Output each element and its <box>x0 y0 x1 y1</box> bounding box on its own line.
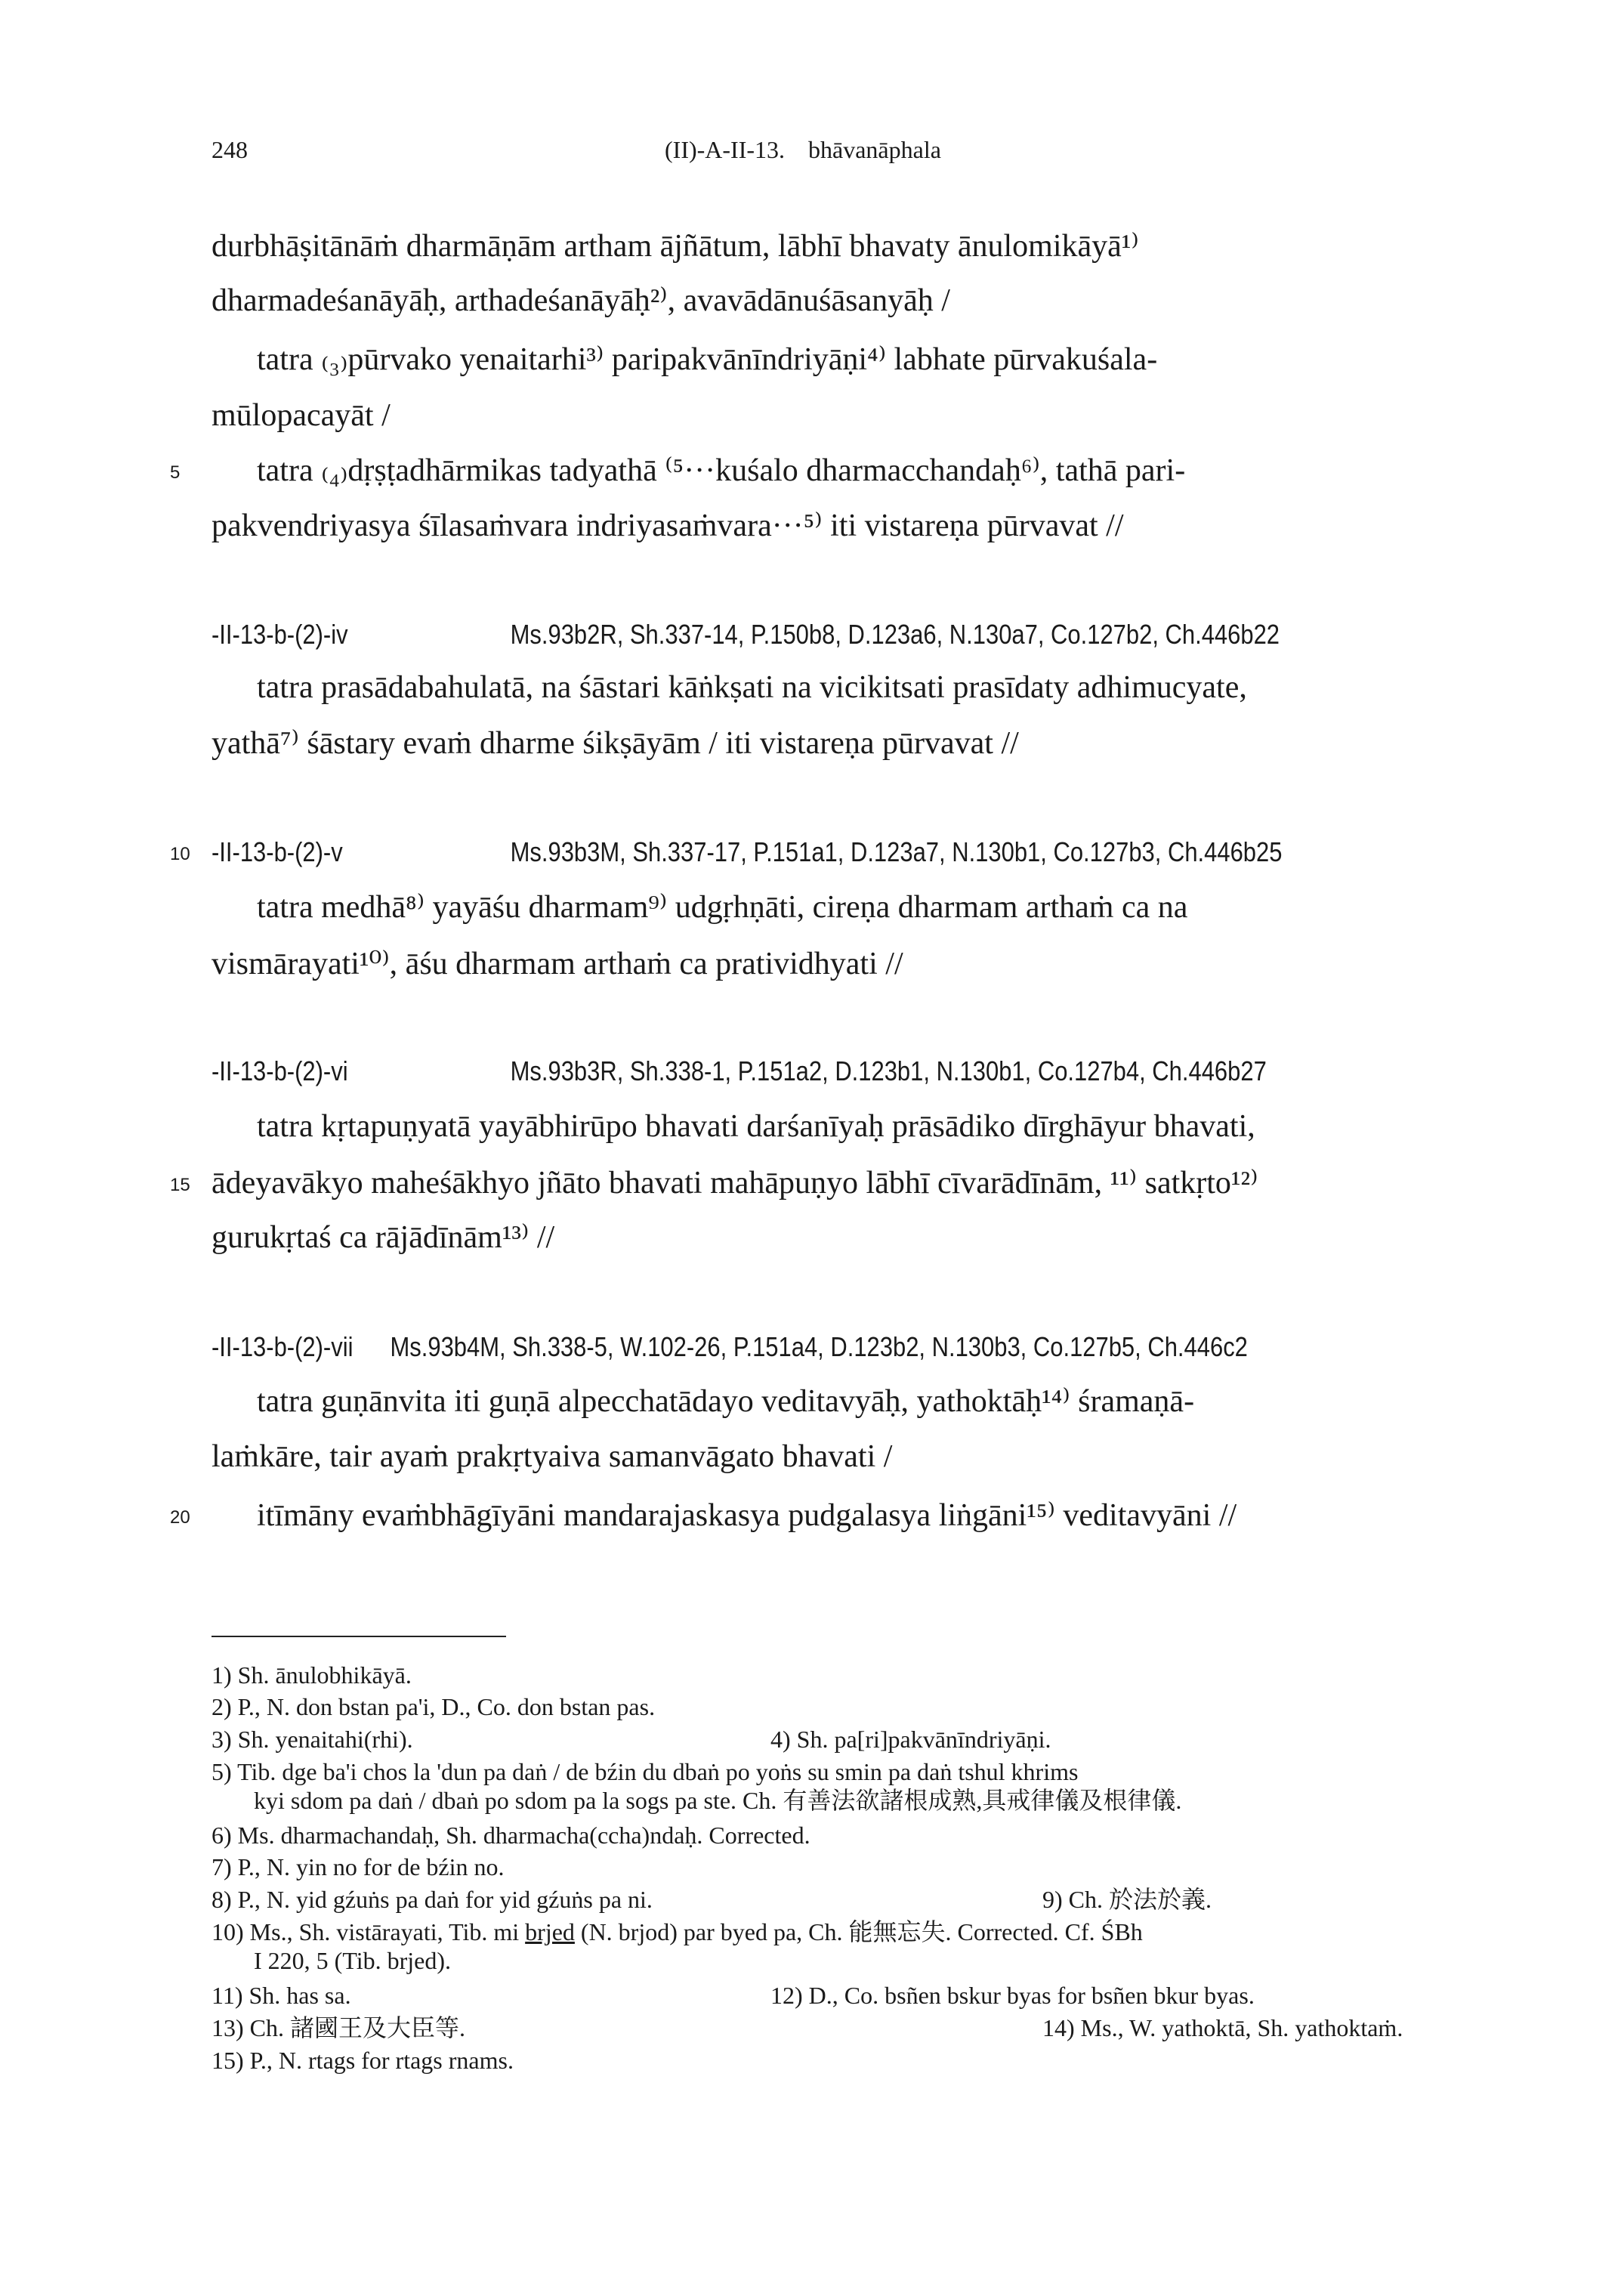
section-number: (II)-A-II-13. <box>665 136 786 163</box>
text-line: tatra prasādabahulatā, na śāstari kāṅkṣati na vicikitsati prasīdaty adhimucyate, <box>257 670 1247 705</box>
text-line: mūlopacayāt / <box>211 398 391 433</box>
heading-refs: Ms.93b3M, Sh.337-17, P.151a1, D.123a7, N.130b1, Co.127b3, Ch.446b25 <box>510 836 1283 867</box>
section-heading <box>211 1326 1290 1368</box>
text-line: gurukṛtaś ca rājādīnām¹³⁾ // <box>211 1220 555 1255</box>
footnote: 9) Ch. 於法於義. <box>1042 1886 1212 1913</box>
section-title: bhāvanāphala <box>808 136 941 163</box>
footnote: 14) Ms., W. yathoktā, Sh. yathoktaṁ. <box>1042 2014 1403 2041</box>
footnote-text: (N. brjod) par byed pa, Ch. 能無忘失. Corrected. Cf. ŚBh <box>580 1918 1143 1945</box>
text-line: pakvendriyasya śīlasaṁvara indriyasaṁvara···⁵⁾ iti vistareṇa pūrvavat // <box>211 508 1124 543</box>
text-line: dharmadeśanāyāḥ, arthadeśanāyāḥ²⁾, avavādānuśāsanyāḥ / <box>211 283 950 318</box>
footnote: 7) P., N. yin no for de bźin no. <box>211 1853 505 1880</box>
footnote: 5) Tib. dge ba'i chos la 'dun pa daṅ / de bźin du dbaṅ po yoṅs su smin pa daṅ tshul khrims <box>211 1758 1079 1785</box>
heading-refs: Ms.93b3R, Sh.338-1, P.151a2, D.123b1, N.130b1, Co.127b4, Ch.446b27 <box>510 1055 1267 1086</box>
heading-id: -II-13-b-(2)-iv <box>211 619 348 650</box>
text-line: ādeyavākyo maheśākhyo jñāto bhavati mahāpuṇyo lābhī cīvarādīnām, ¹¹⁾ satkṛto¹²⁾ <box>211 1166 1258 1201</box>
heading-refs: Ms.93b2R, Sh.337-14, P.150b8, D.123a6, N.130a7, Co.127b2, Ch.446b22 <box>510 619 1280 650</box>
footnote: 15) P., N. rtags for rtags rnams. <box>211 2047 514 2074</box>
footnote: 6) Ms. dharmachandaḥ, Sh. dharmacha(ccha)ndaḥ. Corrected. <box>211 1822 810 1849</box>
text-line: tatra kṛtapuṇyatā yayābhirūpo bhavati darśanīyaḥ prāsādiko dīrghāyur bhavati, <box>257 1109 1255 1144</box>
line-number: 15 <box>170 1175 190 1195</box>
line-number: 5 <box>170 462 181 483</box>
footnote <box>211 1917 1143 1946</box>
footnote: 4) Sh. pa[ri]pakvānīndriyāṇi. <box>770 1726 1051 1753</box>
text-line: yathā⁷⁾ śāstary evaṁ dharme śikṣāyām / iti vistareṇa pūrvavat // <box>211 726 1019 761</box>
footnote: 13) Ch. 諸國王及大臣等. <box>211 2014 466 2041</box>
text-line: tatra ₍₃₎pūrvako yenaitarhi³⁾ paripakvānīndriyāṇi⁴⁾ labhate pūrvakuśala- <box>257 342 1158 377</box>
running-header <box>211 136 1420 174</box>
footnote: 11) Sh. has sa. <box>211 1982 351 2009</box>
footnote: 2) P., N. don bstan pa'i, D., Co. don bstan pas. <box>211 1693 656 1720</box>
underlined-word: brjed <box>525 1918 575 1945</box>
section-heading <box>211 613 1290 656</box>
text-line: laṁkāre, tair ayaṁ prakṛtyaiva samanvāgato bhavati / <box>211 1439 893 1474</box>
footnote-continuation: I 220, 5 (Tib. brjed). <box>254 1947 452 1974</box>
text-line: vismārayati¹⁰⁾, āśu dharmam arthaṁ ca pratividhyati // <box>211 947 903 981</box>
page-number: 248 <box>211 136 248 163</box>
heading-refs: Ms.93b4M, Sh.338-5, W.102-26, P.151a4, D.123b2, N.130b3, Co.127b5, Ch.446c2 <box>390 1331 1248 1362</box>
footnote-text: 10) Ms., Sh. vistārayati, Tib. mi <box>211 1918 520 1945</box>
section-heading <box>211 831 1290 873</box>
text-line: durbhāṣitānāṁ dharmāṇām artham ājñātum, lābhī bhavaty ānulomikāyā¹⁾ <box>211 229 1139 264</box>
footnote: 3) Sh. yenaitahi(rhi). <box>211 1726 413 1753</box>
heading-id: -II-13-b-(2)-vi <box>211 1055 348 1086</box>
footnote: 8) P., N. yid gźuṅs pa daṅ for yid gźuṅs pa ni. <box>211 1886 653 1913</box>
footnote: 12) D., Co. bsñen bskur byas for bsñen bkur byas. <box>770 1982 1255 2009</box>
footnote-continuation: kyi sdom pa daṅ / dbaṅ po sdom pa la sogs pa ste. Ch. 有善法欲諸根成熟,具戒律儀及根律儀. <box>254 1787 1182 1814</box>
text-line: tatra medhā⁸⁾ yayāśu dharmam⁹⁾ udgṛhṇāti, cireṇa dharmam arthaṁ ca na <box>257 890 1188 925</box>
footnote: 1) Sh. ānulobhikāyā. <box>211 1661 412 1689</box>
heading-id: -II-13-b-(2)-v <box>211 836 343 867</box>
text-line: tatra guṇānvita iti guṇā alpecchatādayo veditavyāḥ, yathoktāḥ¹⁴⁾ śramaṇā- <box>257 1384 1195 1419</box>
section-heading <box>211 1050 1290 1092</box>
footnote-rule <box>211 1636 506 1637</box>
text-line: itīmāny evaṁbhāgīyāni mandarajaskasya pudgalasya liṅgāni¹⁵⁾ veditavyāni // <box>257 1498 1237 1533</box>
heading-id: -II-13-b-(2)-vii <box>211 1331 354 1362</box>
line-number: 10 <box>170 844 190 864</box>
line-number: 20 <box>170 1507 190 1528</box>
text-line: tatra ₍₄₎dṛṣṭadhārmikas tadyathā ⁽⁵···kuśalo dharmacchandaḥ⁶⁾, tathā pari- <box>257 453 1186 488</box>
